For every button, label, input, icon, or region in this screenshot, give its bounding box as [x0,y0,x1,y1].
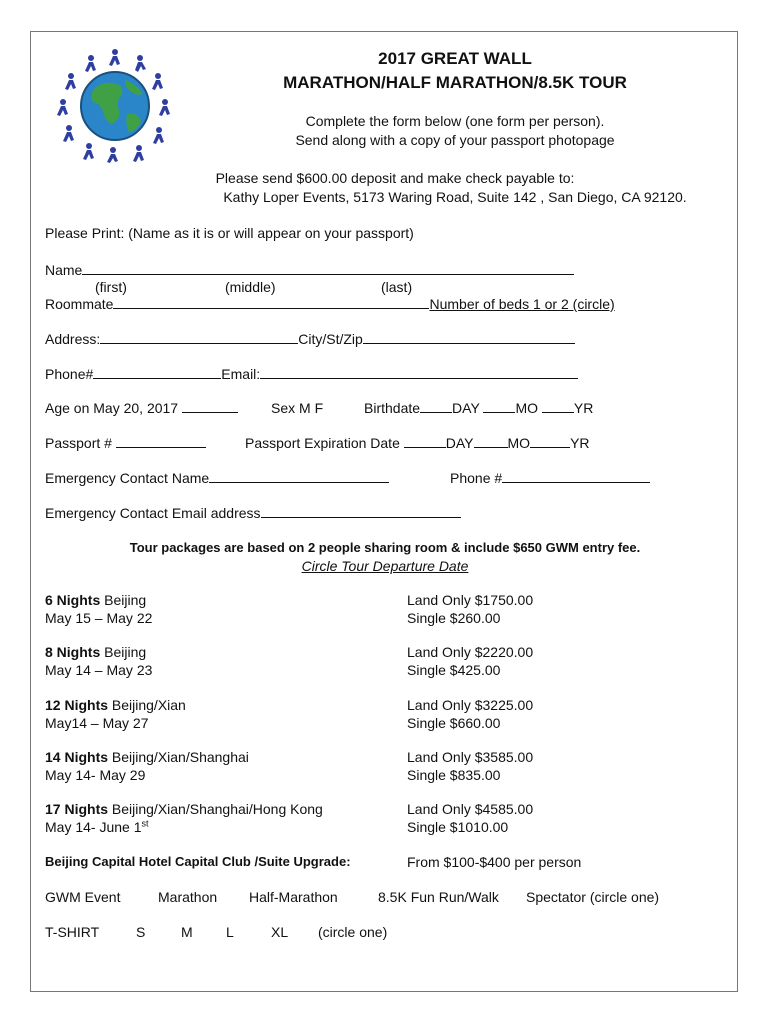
package-city: Beijing [100,592,147,608]
exp-day-label: DAY [445,435,474,451]
package-4-price [407,800,533,836]
package-single-price: Single $660.00 [407,715,501,731]
emergency-name-field[interactable] [209,469,389,483]
upgrade-price: From $100-$400 per person [407,854,582,870]
package-city: Beijing [100,644,147,660]
age-row [45,399,238,417]
package-1-price [407,643,533,679]
phone-label: Phone# [45,366,94,382]
event-option-spectator[interactable]: Spectator (circle one) [526,889,660,905]
package-nights: 6 Nights [45,592,101,608]
email-field[interactable] [260,365,578,379]
city-label: City/St/Zip [298,331,363,347]
emergency-phone-row [450,469,650,487]
phone-field[interactable] [93,365,221,379]
event-option-marathon[interactable]: Marathon [158,889,218,905]
exp-year-label: YR [570,435,590,451]
roommate-field[interactable] [113,295,429,309]
address-field[interactable] [100,330,298,344]
exp-year-field[interactable] [530,434,570,448]
roommate-label: Roommate [45,296,114,312]
globe-runners-logo [55,44,175,164]
phone-email-row [45,365,578,383]
exp-month-field[interactable] [474,434,508,448]
last-hint: (last) [381,279,413,295]
age-field[interactable] [182,399,238,413]
birthdate-row [364,399,593,417]
package-single-price: Single $1010.00 [407,819,509,835]
package-dates[interactable]: May14 – May 27 [45,715,149,731]
beds-label[interactable]: Number of beds 1 or 2 (circle) [429,296,615,312]
package-nights: 12 Nights [45,697,109,713]
package-single-price: Single $425.00 [407,662,501,678]
title-line-1: 2017 GREAT WALL [378,49,532,68]
package-land-price: Land Only $2220.00 [407,644,534,660]
tshirt-label: T-SHIRT [45,924,100,940]
birthdate-label: Birthdate [364,400,421,416]
package-city: Beijing/Xian [108,697,186,713]
package-dates[interactable]: May 14- May 29 [45,767,146,783]
package-city: Beijing/Xian/Shanghai [108,749,249,765]
package-3-price [407,748,533,784]
emergency-email-row [45,504,461,522]
package-0-price [407,591,533,627]
address-row [45,330,575,348]
package-nights: 17 Nights [45,801,109,817]
upgrade-label: Beijing Capital Hotel Capital Club /Suite Upgrade: [45,854,351,869]
emergency-name-label: Emergency Contact Name [45,470,210,486]
exp-day-field[interactable] [404,434,446,448]
roommate-row [45,295,615,313]
name-row [45,261,574,279]
name-label: Name [45,262,83,278]
package-2-price [407,696,533,732]
passport-exp-label: Passport Expiration Date [245,435,400,451]
package-dates-suffix: st [141,818,149,829]
tshirt-note: (circle one) [318,924,388,940]
circle-departure-note: Circle Tour Departure Date [301,558,469,574]
tshirt-size-l[interactable]: L [226,924,234,940]
emergency-phone-label: Phone # [450,470,503,486]
package-nights: 14 Nights [45,749,109,765]
exp-month-label: MO [507,435,531,451]
name-field[interactable] [82,261,574,275]
birth-year-field[interactable] [542,399,574,413]
package-dates[interactable]: May 14- June 1 [45,819,142,835]
email-label: Email: [221,366,261,382]
package-0-info[interactable] [45,591,152,627]
package-dates[interactable]: May 15 – May 22 [45,610,153,626]
middle-hint: (middle) [225,279,276,295]
age-label: Age on May 20, 2017 [45,400,179,416]
event-label: GWM Event [45,889,121,905]
birth-year-label: YR [573,400,594,416]
sex-label[interactable]: Sex M F [271,400,324,416]
emergency-email-field[interactable] [261,504,461,518]
package-2-info[interactable] [45,696,186,732]
tshirt-size-xl[interactable]: XL [271,924,289,940]
birth-day-label: DAY [452,400,480,416]
package-land-price: Land Only $3585.00 [407,749,534,765]
birth-day-field[interactable] [420,399,452,413]
tshirt-size-s[interactable]: S [136,924,146,940]
emergency-email-label: Emergency Contact Email address [45,505,261,521]
event-option-fun-run[interactable]: 8.5K Fun Run/Walk [378,889,499,905]
package-land-price: Land Only $4585.00 [407,801,534,817]
package-dates[interactable]: May 14 – May 23 [45,662,153,678]
passport-label: Passport # [45,435,112,451]
package-single-price: Single $260.00 [407,610,501,626]
deposit-line-1: Please send $600.00 deposit and make check payable to: [215,170,575,186]
first-hint: (first) [95,279,127,295]
deposit-line-2: Kathy Loper Events, 5173 Waring Road, Suite 142 , San Diego, CA 92120. [223,189,687,205]
title-line-2: MARATHON/HALF MARATHON/8.5K TOUR [283,73,627,92]
package-land-price: Land Only $3225.00 [407,697,534,713]
package-4-info[interactable] [45,800,323,836]
package-1-info[interactable] [45,643,152,679]
birth-month-field[interactable] [483,399,515,413]
emergency-name-row [45,469,389,487]
event-option-half-marathon[interactable]: Half-Marathon [249,889,338,905]
print-note: Please Print: (Name as it is or will appear on your passport) [45,225,414,241]
birth-month-label: MO [515,400,538,416]
package-land-price: Land Only $1750.00 [407,592,534,608]
passport-row [45,434,206,452]
package-single-price: Single $835.00 [407,767,501,783]
packages-note: Tour packages are based on 2 people sharing room & include $650 GWM entry fee. [129,540,641,555]
package-nights: 8 Nights [45,644,101,660]
emergency-phone-field[interactable] [502,469,650,483]
city-field[interactable] [363,330,575,344]
instruction-line-1: Complete the form below (one form per person). [305,113,605,129]
tshirt-size-m[interactable]: M [181,924,193,940]
passport-exp-row [245,434,590,452]
package-3-info[interactable] [45,748,249,784]
passport-field[interactable] [116,434,206,448]
package-city: Beijing/Xian/Shanghai/Hong Kong [108,801,323,817]
instruction-line-2: Send along with a copy of your passport photopage [295,132,615,148]
address-label: Address: [45,331,101,347]
